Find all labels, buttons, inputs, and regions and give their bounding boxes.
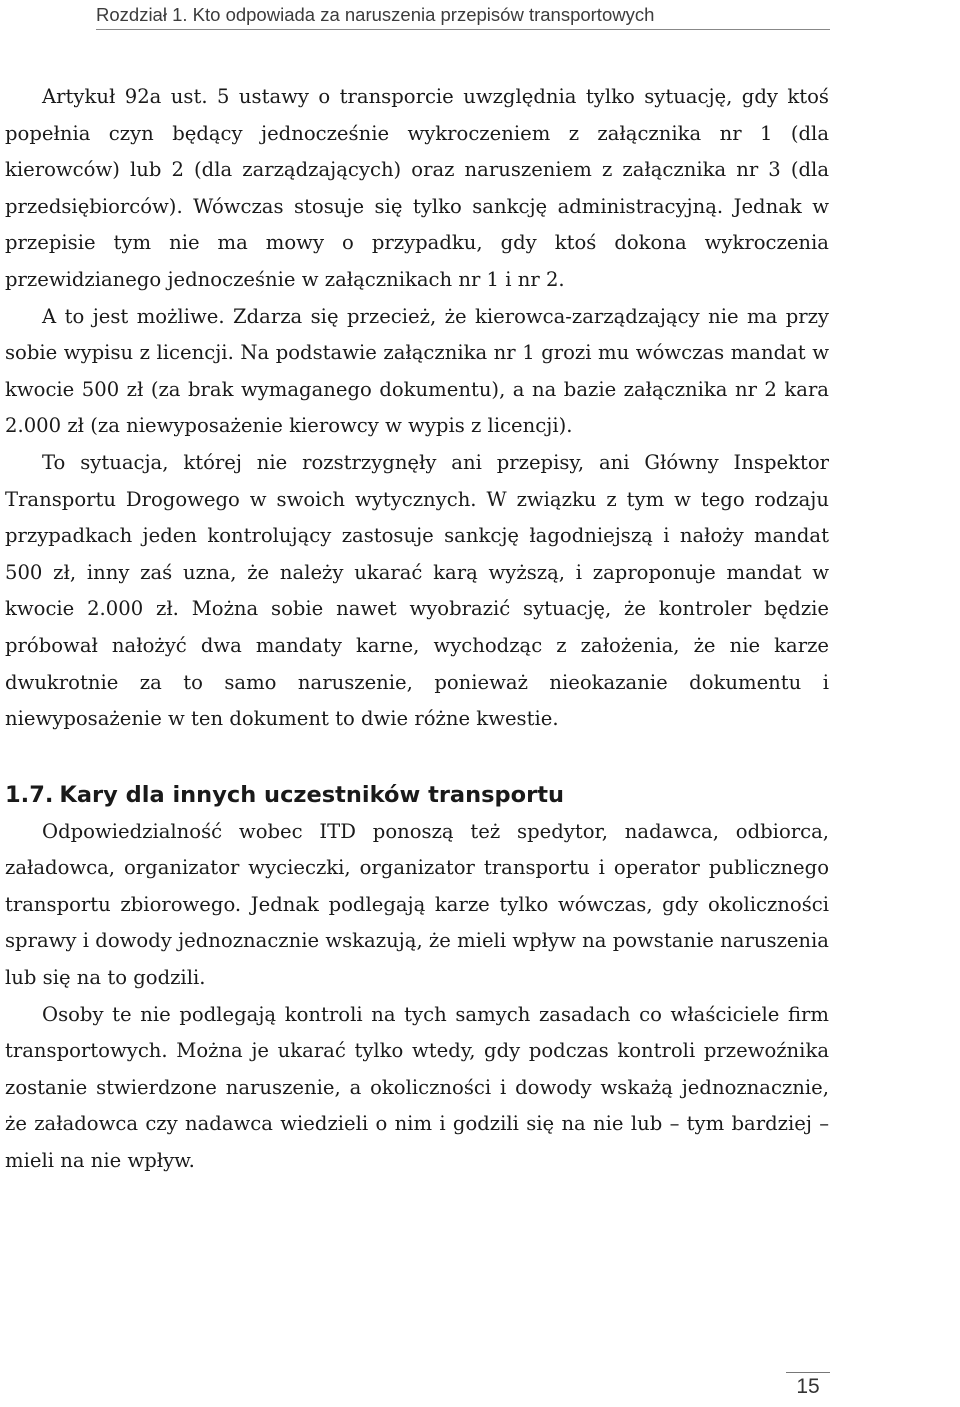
paragraph: Osoby te nie podlegają kontroli na tych samych zasadach co właściciele firm transportowych. Można je ukarać tylko wtedy, gdy podczas kontroli przewoźnika zostanie stwierdzone naruszenie, a okoliczności i dowody wskażą jednoznacznie, że załadowca czy nadawca wiedzieli o nim i godzili się na nie lub – tym bardziej – mieli na nie wpływ. bbox=[5, 1002, 829, 1173]
section-number: 1.7. bbox=[5, 781, 54, 808]
section-heading bbox=[5, 778, 829, 812]
page-number: 15 bbox=[796, 1375, 820, 1398]
paragraph: A to jest możliwe. Zdarza się przecież, że kierowca-zarządzający nie ma przy sobie wypisu z licencji. Na podstawie załącznika nr 1 grozi mu wówczas mandat w kwocie 500 zł (za brak wymaganego dokumentu), a na bazie załącznika nr 2 kara 2.000 zł (za niewyposażenie kierowcy w wypis z licencji). bbox=[5, 304, 829, 438]
section-title: Kary dla innych uczestników transportu bbox=[59, 781, 564, 808]
paragraph: Odpowiedzialność wobec ITD ponoszą też spedytor, nadawca, odbiorca, załadowca, organizator wycieczki, organizator transportu i operator publicznego transportu zbiorowego. Jednak podlegają karze tylko wówczas, gdy okoliczności sprawy i dowody jednoznacznie wskazują, że mieli wpływ na powstanie naruszenia lub się na to godzili. bbox=[5, 819, 829, 990]
paragraph: Artykuł 92a ust. 5 ustawy o transporcie uwzględnia tylko sytuację, gdy ktoś popełnia czyn będący jednocześnie wykroczeniem z załącznika nr 1 (dla kierowców) lub 2 (dla zarządzających) oraz naruszeniem z załącznika nr 3 (dla przedsiębiorców). Wówczas stosuje się tylko sankcję administracyjną. Jednak w przepisie tym nie ma mowy o przypadku, gdy ktoś dokona wykroczenia przewidzianego jednocześnie w załącznikach nr 1 i nr 2. bbox=[5, 85, 829, 291]
running-header: Rozdział 1. Kto odpowiada za naruszenia przepisów transportowych bbox=[96, 2, 830, 30]
paragraph: To sytuacja, której nie rozstrzygnęły ani przepisy, ani Główny Inspektor Transportu Drogowego w swoich wytycznych. W związku z tym w tego rodzaju przypadkach jeden kontrolujący zastosuje sankcję łagodniejszą i nałoży mandat 500 zł, inny zaś uzna, że należy ukarać karą wyższą, i zaproponuje mandat w kwocie 2.000 zł. Można sobie nawet wyobrazić sytuację, że kontroler będzie próbował nałożyć dwa mandaty karne, wychodząc z założenia, że nie karze dwukrotnie za to samo naruszenie, ponieważ nieokazanie dokumentu i niewyposażenie w ten dokument to dwie różne kwestie. bbox=[5, 450, 829, 731]
page-body bbox=[5, 79, 829, 1180]
footer-rule bbox=[786, 1372, 830, 1373]
